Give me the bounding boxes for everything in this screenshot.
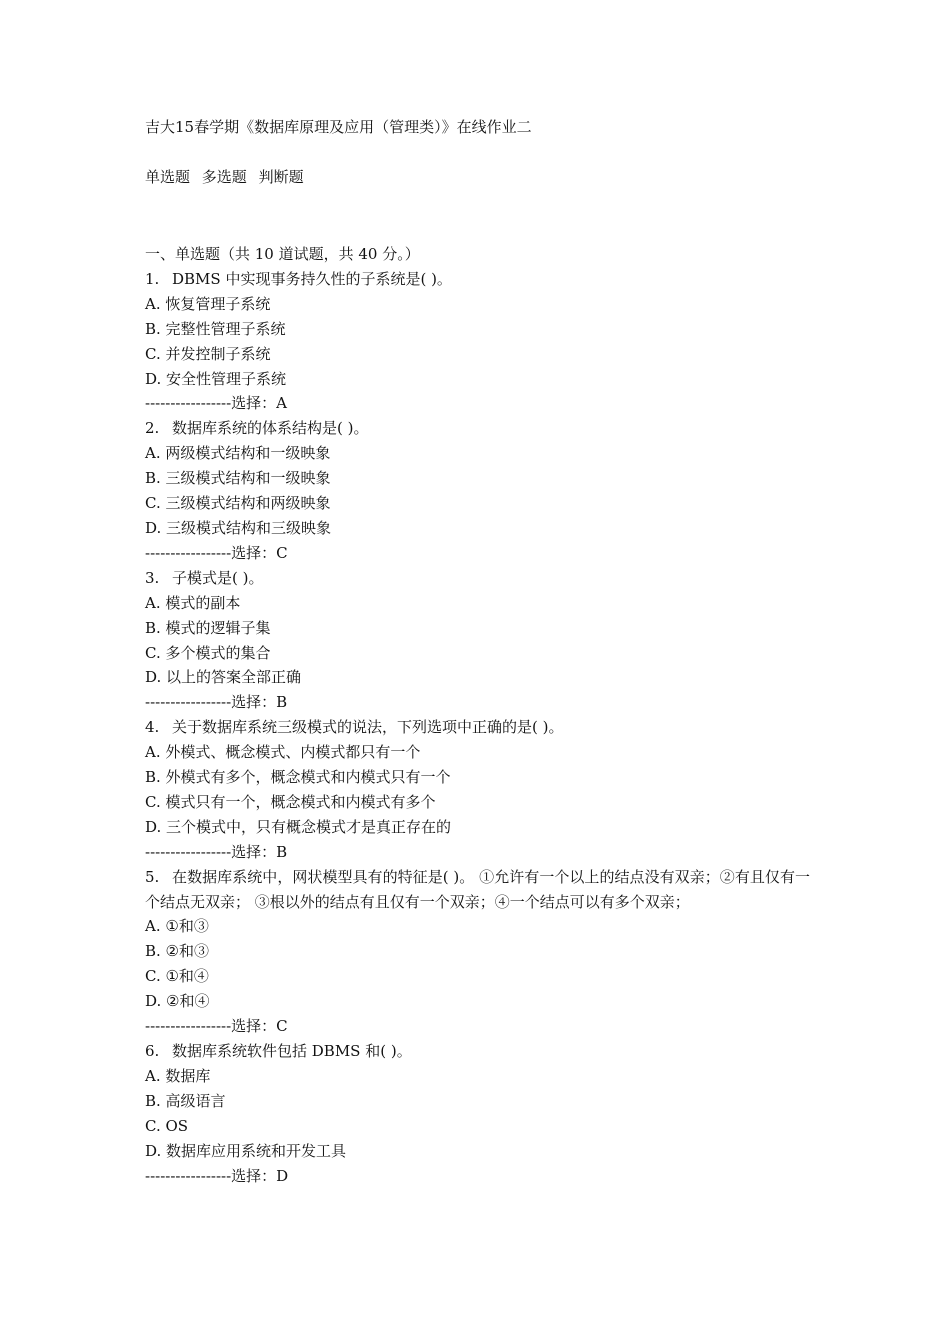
tab-true-false[interactable]: 判断题 <box>258 168 304 186</box>
answer-line: -----------------选择：B <box>145 693 288 712</box>
question-number: 4. <box>145 718 160 737</box>
answer-line: -----------------选择：A <box>145 394 287 413</box>
option-a: A. 两级模式结构和一级映象 <box>145 444 331 463</box>
question-number: 5. <box>145 867 160 886</box>
option-b: B. 完整性管理子系统 <box>145 319 286 338</box>
option-a: A. 模式的副本 <box>145 593 241 612</box>
option-c: C. ①和④ <box>145 967 209 986</box>
answer-line: -----------------选择：D <box>145 1166 289 1185</box>
option-c: C. 模式只有一个，概念模式和内模式有多个 <box>145 792 436 811</box>
question-text: 子模式是( )。 <box>172 568 264 587</box>
answer-line: -----------------选择：C <box>145 1017 288 1036</box>
option-a: A. 外模式、概念模式、内模式都只有一个 <box>145 743 421 762</box>
option-a: A. 恢复管理子系统 <box>145 294 271 313</box>
section-heading: 一、单选题（共 10 道试题，共 40 分。） <box>145 245 420 263</box>
option-d: D. 三级模式结构和三级映象 <box>145 518 332 537</box>
tab-single-choice[interactable]: 单选题 <box>145 168 191 186</box>
question-number: 3. <box>145 568 160 587</box>
option-d: D. 安全性管理子系统 <box>145 369 287 388</box>
question-number: 2. <box>145 419 160 438</box>
question-text: 数据库系统的体系结构是( )。 <box>172 419 369 438</box>
question-stem <box>145 865 810 915</box>
question-text: 在数据库系统中，网状模型具有的特征是( )。 ①允许有一个以上的结点没有双亲；②有且仅有一个结点无双亲； ③根以外的结点有且仅有一个双亲；④一个结点可以有多个双亲； <box>145 867 810 911</box>
option-b: B. ②和③ <box>145 942 210 961</box>
question-text: 数据库系统软件包括 DBMS 和( )。 <box>172 1042 412 1060</box>
option-b: B. 模式的逻辑子集 <box>145 618 271 637</box>
option-a: A. 数据库 <box>145 1066 211 1085</box>
option-d: D. 数据库应用系统和开发工具 <box>145 1141 347 1160</box>
question-stem <box>145 416 810 441</box>
question-type-tabs <box>145 167 311 187</box>
option-b: B. 三级模式结构和一级映象 <box>145 469 331 488</box>
question-stem <box>145 566 810 591</box>
question-stem <box>145 1039 810 1064</box>
option-c: C. OS <box>145 1116 189 1135</box>
tab-multiple-choice[interactable]: 多选题 <box>201 168 247 186</box>
question-text: DBMS 中实现事务持久性的子系统是( )。 <box>172 269 452 288</box>
question-number: 1. <box>145 269 160 288</box>
option-b: B. 外模式有多个，概念模式和内模式只有一个 <box>145 768 451 787</box>
option-b: B. 高级语言 <box>145 1091 226 1110</box>
option-d: D. 以上的答案全部正确 <box>145 668 302 687</box>
option-c: C. 并发控制子系统 <box>145 344 271 363</box>
document-title: 吉大15春学期《数据库原理及应用（管理类）》在线作业二 <box>145 118 532 136</box>
question-number: 6. <box>145 1042 160 1060</box>
answer-line: -----------------选择：B <box>145 842 288 861</box>
option-c: C. 多个模式的集合 <box>145 643 271 662</box>
option-c: C. 三级模式结构和两级映象 <box>145 494 331 513</box>
question-list <box>145 242 810 1188</box>
option-d: D. ②和④ <box>145 992 210 1011</box>
question-text: 关于数据库系统三级模式的说法，下列选项中正确的是( )。 <box>172 718 564 737</box>
question-stem <box>145 267 810 292</box>
question-stem <box>145 715 810 740</box>
option-d: D. 三个模式中，只有概念模式才是真正存在的 <box>145 817 452 836</box>
answer-line: -----------------选择：C <box>145 543 288 562</box>
option-a: A. ①和③ <box>145 917 209 936</box>
